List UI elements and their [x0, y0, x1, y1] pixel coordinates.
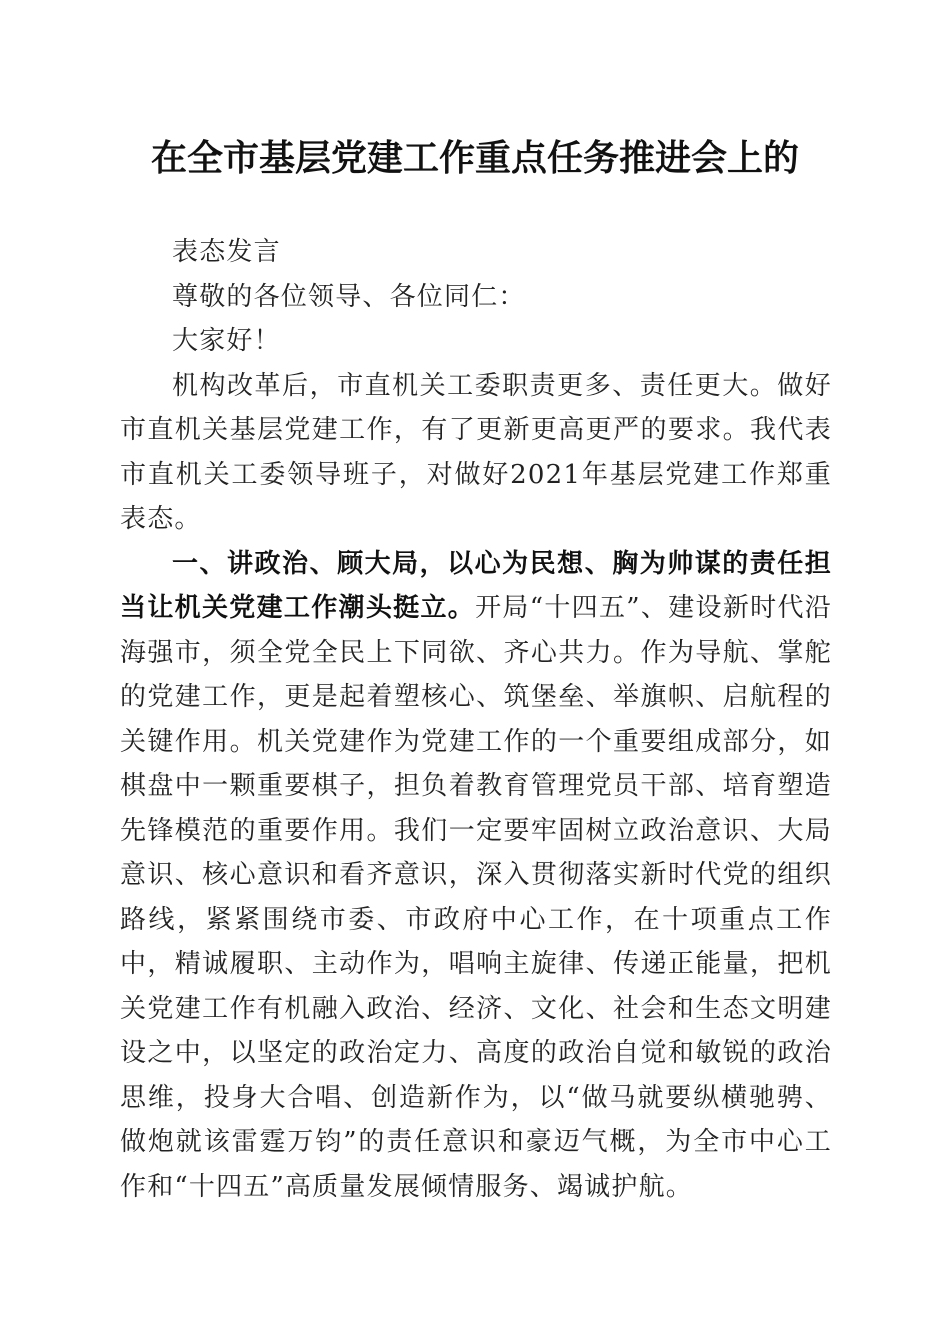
- intro-paragraph: 机构改革后，市直机关工委职责更多、责任更大。做好市直机关基层党建工作，有了更新更高更严的要求。我代表市直机关工委领导班子，对做好2021年基层党建工作郑重表态。: [120, 370, 832, 534]
- section-1-heading: 一、讲政治、顾大局，以心为民想、胸为帅谋的责任担当让机关党建工作潮头挺立。: [120, 548, 832, 623]
- document-title: 在全市基层党建工作重点任务推进会上的: [150, 138, 799, 179]
- subtitle-line: 表态发言: [172, 237, 281, 267]
- greeting: 大家好！: [172, 326, 281, 356]
- section-1-paragraph: [120, 542, 832, 1210]
- salutation: 尊敬的各位领导、各位同仁：: [172, 281, 526, 312]
- section-1-body: 开局“十四五”、建设新时代沿海强市，须全党全民上下同欲、齐心共力。作为导航、掌舵的党建工作，更是起着塑核心、筑堡垒、举旗帜、启航程的关键作用。机关党建作为党建工作的一个重要组成部分，如棋盘中一颗重要棋子，担负着教育管理党员干部、培育塑造先锋模范的重要作用。我们一定要牢固树立政治意识、大局意识、核心意识和看齐意识，深入贯彻落实新时代党的组织路线，紧紧围绕市委、市政府中心工作，在十项重点工作中，精诚履职、主动作为，唱响主旋律、传递正能量，把机关党建工作有机融入政治、经济、文化、社会和生态文明建设之中，以坚定的政治定力、高度的政治自觉和敏锐的政治思维，投身大合唱、创造新作为，以“做马就要纵横驰骋、做炮就该雷霆万钧”的责任意识和豪迈气概，为全市中心工作和“十四五”高质量发展倾情服务、竭诚护航。: [120, 593, 832, 1202]
- document-body: [120, 230, 832, 1209]
